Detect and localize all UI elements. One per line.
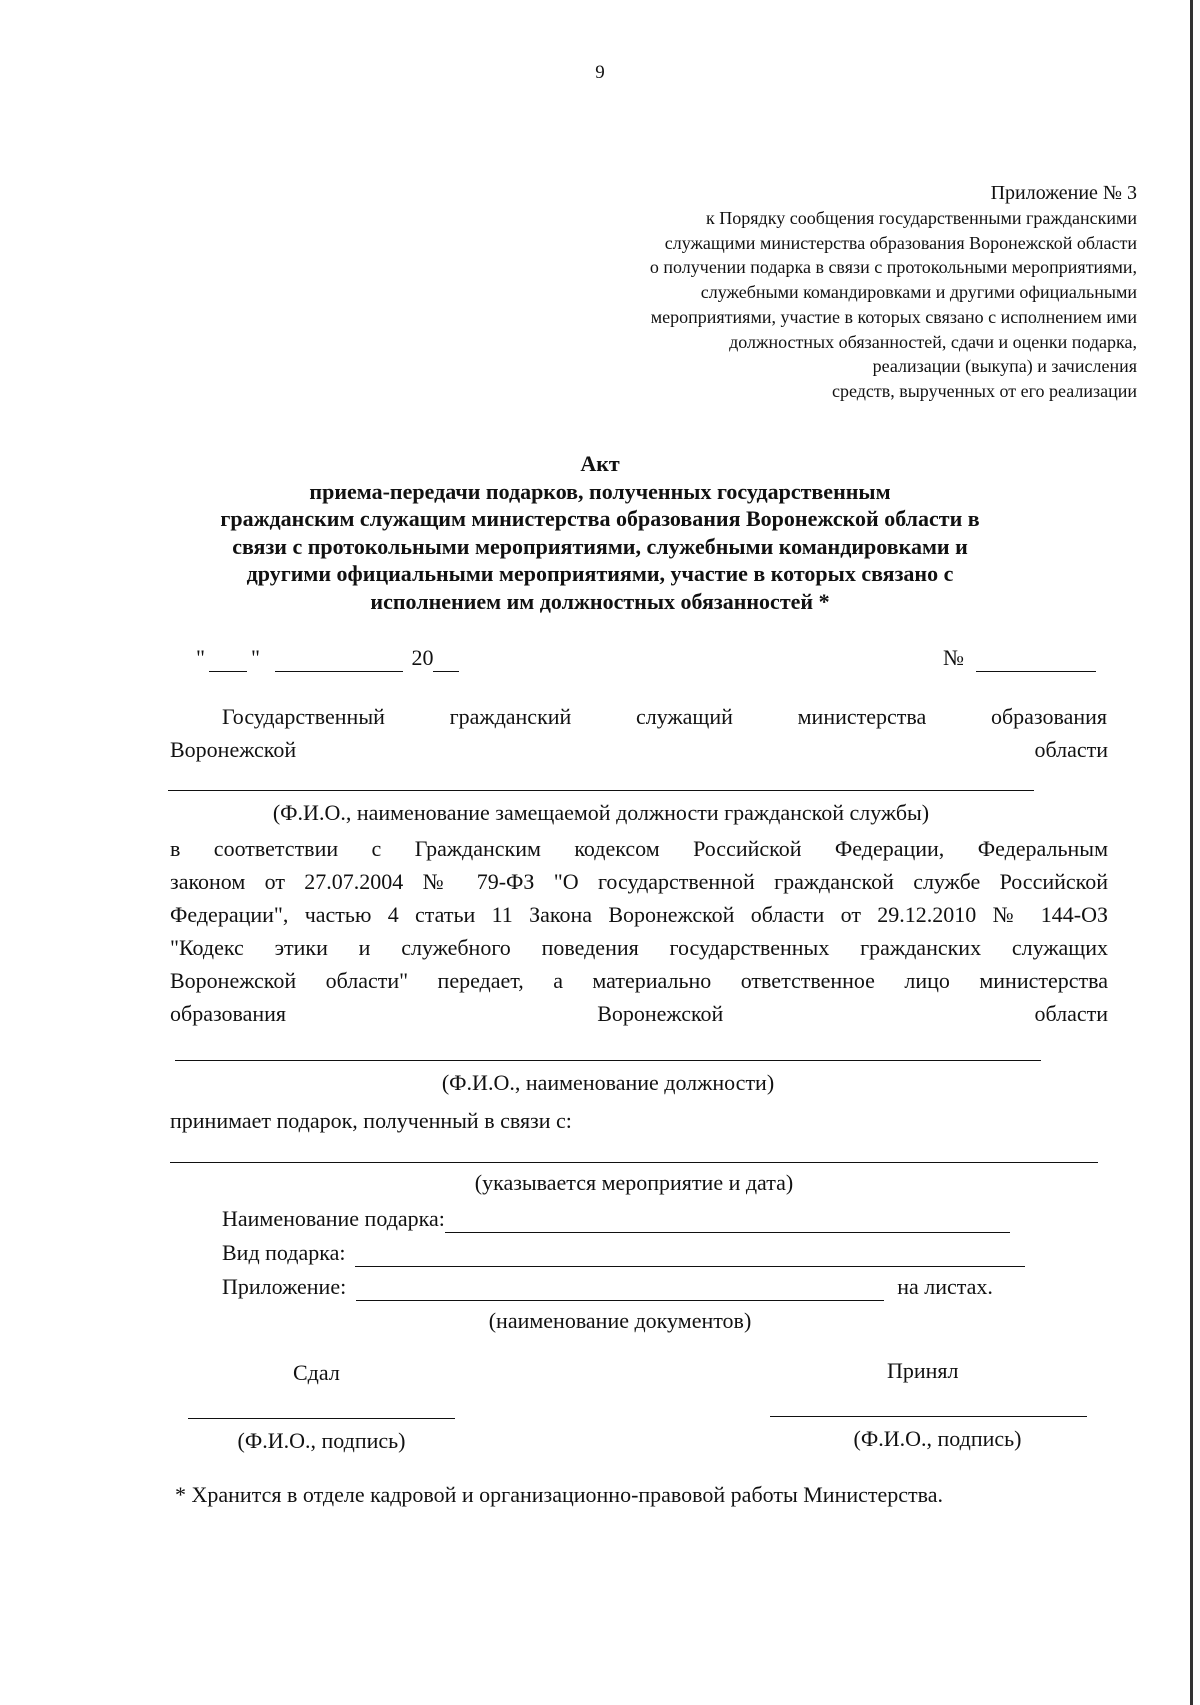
day-blank[interactable] — [209, 645, 247, 672]
event-caption: (указывается мероприятие и дата) — [474, 1170, 794, 1195]
gift-type-blank[interactable] — [355, 1240, 1025, 1267]
act-title-line: приема-передачи подарков, полученных государственным — [309, 478, 891, 504]
number-label: № — [943, 645, 964, 670]
appendix-block — [497, 180, 1137, 404]
legal-basis-last-line: образования Воронежской области — [170, 1001, 1108, 1026]
act-title-line: связи с протокольными мероприятиями, служебными командировками и — [232, 533, 968, 559]
appendix-line: средств, вырученных от его реализации — [831, 380, 1137, 401]
appendix-line: служащими министерства образования Воронежской области — [664, 232, 1137, 253]
handed-signature-line[interactable] — [188, 1418, 455, 1419]
attachment-row[interactable] — [222, 1274, 993, 1301]
servant-fio-caption: (Ф.И.О., наименование замещаемой должности гражданской службы) — [272, 800, 930, 825]
legal-basis-line: Федерации", частью 4 статьи 11 Закона Воронежской области от 29.12.2010 № 144-ОЗ — [170, 902, 1108, 927]
act-title-line: гражданским служащим министерства образования Воронежской области в — [220, 506, 980, 531]
appendix-title: Приложение № 3 — [990, 182, 1137, 204]
gift-type-row[interactable] — [222, 1240, 1025, 1267]
documents-caption: (наименование документов) — [488, 1308, 752, 1333]
handed-caption: (Ф.И.О., подпись) — [237, 1428, 406, 1453]
footnote: * Хранится в отделе кадровой и организационно-правовой работы Министерства. — [175, 1482, 944, 1507]
accepts-text: принимает подарок, полученный в связи с: — [170, 1108, 572, 1133]
year-blank[interactable] — [433, 645, 459, 672]
act-title-block — [140, 450, 1060, 615]
legal-basis-line: "Кодекс этики и служебного поведения государственных гражданских служащих — [170, 935, 1108, 960]
responsible-fio-line[interactable] — [175, 1060, 1041, 1061]
legal-basis-line: законом от 27.07.2004 № 79-ФЗ "О государственной гражданской службе Российской — [170, 869, 1108, 894]
number-field[interactable] — [943, 645, 1096, 672]
appendix-line: реализации (выкупа) и зачисления — [872, 356, 1137, 377]
date-field[interactable] — [196, 645, 459, 672]
event-line[interactable] — [170, 1162, 1098, 1163]
legal-basis-line: в соответствии с Гражданским кодексом Российской Федерации, Федеральным — [170, 836, 1108, 861]
servant-fio-line[interactable] — [168, 790, 1034, 791]
appendix-line: мероприятиями, участие в которых связано с исполнением ими — [650, 306, 1137, 327]
page-number: 9 — [595, 62, 605, 83]
received-label: Принял — [887, 1358, 959, 1383]
appendix-line: о получении подарка в связи с протокольными мероприятиями, — [649, 257, 1137, 278]
responsible-fio-caption: (Ф.И.О., наименование должности) — [441, 1070, 775, 1095]
servant-line-2: Воронежской области — [170, 737, 1108, 762]
servant-line: Государственный гражданский служащий министерства образования — [222, 704, 1107, 729]
received-signature-line[interactable] — [770, 1416, 1087, 1417]
appendix-line: к Порядку сообщения государственными гражданскими — [706, 208, 1137, 228]
attachment-label: Приложение: — [222, 1274, 347, 1299]
number-blank[interactable] — [976, 645, 1096, 672]
received-caption: (Ф.И.О., подпись) — [853, 1426, 1022, 1451]
act-heading: Акт — [580, 451, 620, 476]
date-quote-close: " — [250, 645, 260, 670]
legal-basis-line: Воронежской области" передает, а материально ответственное лицо министерства — [170, 968, 1108, 993]
year-prefix: 20 — [411, 645, 434, 670]
gift-name-row[interactable] — [222, 1206, 1010, 1233]
gift-type-label: Вид подарка: — [222, 1240, 346, 1265]
gift-name-label: Наименование подарка: — [222, 1206, 445, 1231]
date-quote-open: " — [196, 645, 205, 670]
act-title-line: исполнением им должностных обязанностей * — [370, 588, 830, 614]
gift-name-blank[interactable] — [445, 1206, 1010, 1233]
act-title-line: другими официальными мероприятиями, участие в которых связано с — [246, 561, 954, 586]
on-sheets-text: на листах. — [897, 1274, 993, 1299]
page-edge-shadow — [1190, 0, 1193, 1705]
handed-label: Сдал — [293, 1360, 340, 1385]
appendix-line: должностных обязанностей, сдачи и оценки подарка, — [729, 331, 1137, 352]
attachment-blank[interactable] — [356, 1274, 884, 1301]
month-blank[interactable] — [275, 645, 403, 672]
appendix-line: служебными командировками и другими официальными — [700, 282, 1137, 303]
